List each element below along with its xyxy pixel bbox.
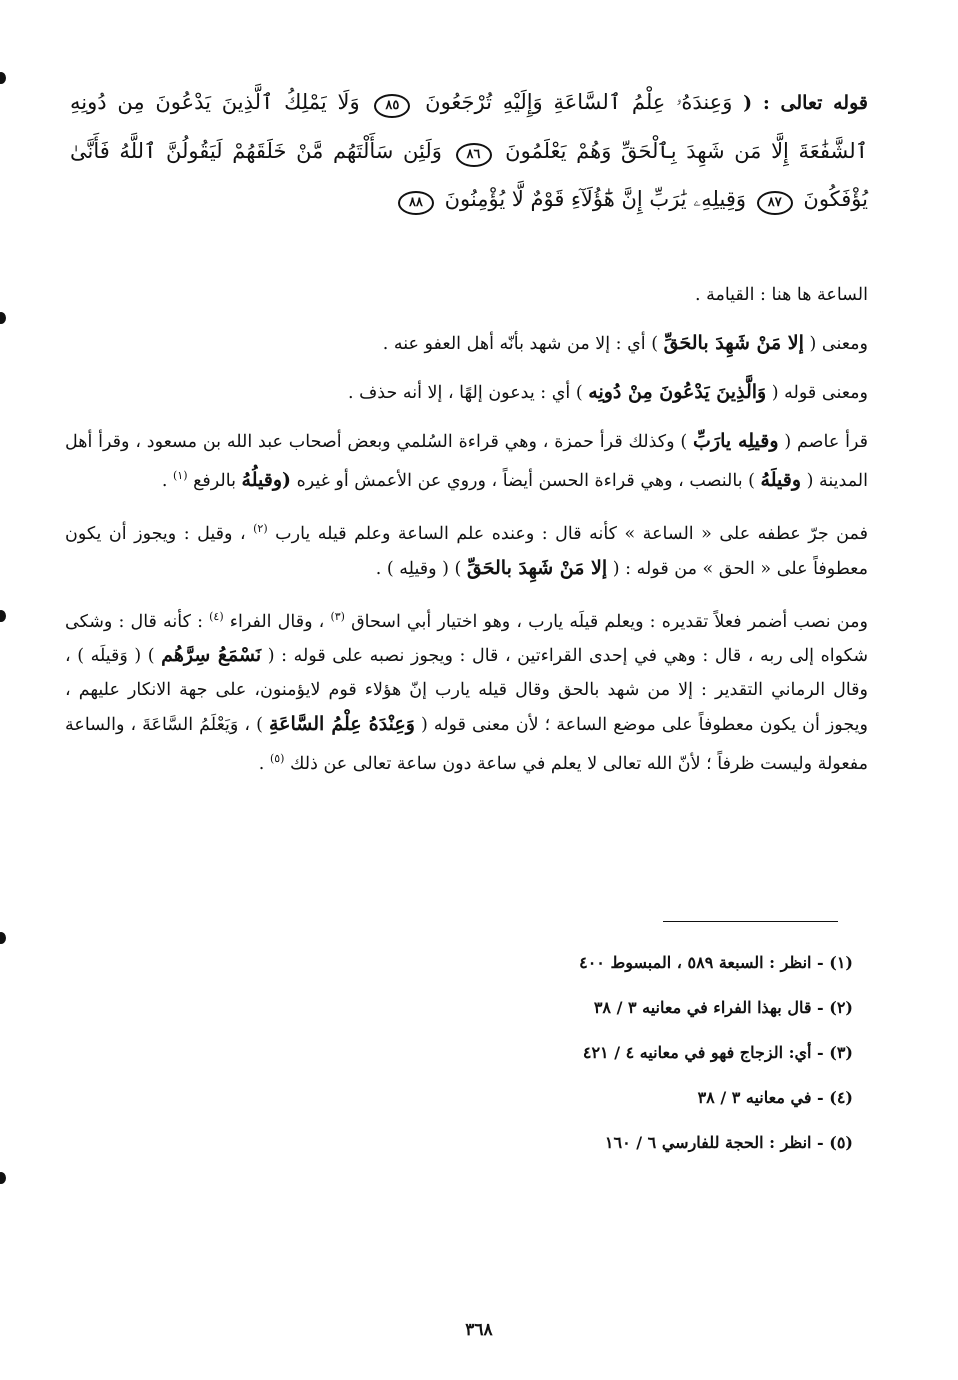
footnote-item: (١) - انظر : السبعة ٥٨٩ ، المبسوط ٤٠٠ — [579, 953, 853, 972]
paragraph-text: . — [258, 754, 265, 775]
footnote-ref: (٣) — [330, 609, 345, 623]
paragraph-text: ) بالنصب ، وهي قراءة الحسن أيضاً ، وروي عن الأعمش أو غيره — [296, 470, 755, 491]
footnote-item: (٣) - أي: الزجاج فهو في معانيه ٤ / ٤٢١ — [582, 1043, 853, 1062]
verse-text: وَعِندَهُۥ عِلْمُ ٱلسَّاعَةِ وَإِلَيْهِ تُرْجَعُونَ — [425, 90, 733, 114]
scan-edge-mark — [0, 1172, 6, 1184]
verse-number-marker: ٨٨ — [398, 191, 434, 215]
quoted-phrase: وَعِنْدَهُ عِلْمُ السَّاعَةِ — [268, 713, 415, 736]
footnote-item: (٤) - في معانيه ٣ / ٣٨ — [697, 1088, 853, 1107]
scan-edge-mark — [0, 932, 6, 944]
paragraph — [65, 375, 868, 410]
quoted-phrase: (وقيلُهُ — [241, 468, 292, 491]
quran-verses-block — [70, 78, 868, 223]
paragraph-text: ومن نصب أضمر فعلاً تقديره : ويعلم قيلَه يارب ، وهو اختيار أبي اسحاق — [351, 611, 868, 632]
paragraph-text: ، وقيل : ويجوز أن يكون معطوفاً على « الحق » من قوله : ( — [65, 523, 868, 579]
verse-number-marker: ٨٦ — [456, 143, 492, 167]
paragraph-text: ) ( وَقيلَه ) ، وقال الرماني التقدير : إلا من شهد بالحق وقال قيله يارب إنّ هؤلاء قوم لايؤمنون، على جهة الانكار عليهم ، ويجوز أن يكون معطوفاً على موضع الساعة ؛ لأن معنى قوله ( — [65, 646, 868, 736]
footnote-ref: (١) — [173, 469, 188, 482]
footnote-ref: (٤) — [209, 609, 224, 623]
paragraph-text: ) وكذلك قرأ حمزة ، وهي قراءة السُلمي وبعض أصحاب عبد الله بن مسعود ، وقرأ أهل المدينة ( — [65, 432, 868, 491]
paragraph — [65, 424, 868, 498]
paragraph-text: فمن جرّ عطفه على « الساعة » كأنه قال : وعنده علم الساعة وعلم قيله يارب — [275, 523, 868, 544]
quoted-phrase: إلا مَنْ شَهِدَ بالحَقِّ — [466, 556, 608, 579]
quoted-phrase: إلا مَنْ شَهِدَ بالحَقِّ — [663, 332, 804, 354]
paragraph-text: الساعة ها هنا : القيامة . — [694, 285, 868, 305]
footnote-ref: (٥) — [269, 752, 285, 766]
paragraph-text: : كأنه قال : وشكى شكواه إلى ربه ، قال : وهي في إحدى القراءتين ، قال : ويجوز نصبه على قوله : ( — [65, 611, 868, 667]
footnotes-list — [433, 940, 853, 1165]
paragraph-text: ) أي : إلا من شهد بأنّه أهل العفو عنه . — [382, 334, 659, 354]
paragraph — [65, 600, 868, 782]
footnote-divider — [663, 921, 838, 922]
paragraph-text: بالرفع — [193, 470, 236, 491]
paragraph-text: ) ، وَيَعْلَمُ السَّاعَةَ ، والساعة مفعولة وليست ظرفاً ؛ لأنّ الله تعالى لا يعلم في ساعة دون ساعة تعالى عن ذلك — [65, 715, 868, 775]
paragraph-text: . — [161, 470, 168, 491]
verse-number-marker: ٨٧ — [757, 191, 793, 215]
verse-intro: قوله تعالى : ( — [743, 92, 868, 114]
paragraph — [65, 278, 868, 312]
verse-text: وَقِيلِهِۦ يَٰرَبِّ إِنَّ هَٰٓؤُلَآءِ قَوْمٌ لَّا يُؤْمِنُونَ — [444, 187, 747, 211]
footnote-item: (٥) - انظر : الحجة للفارسي ٦ / ١٦٠ — [604, 1133, 853, 1152]
quoted-phrase: وَالَّذِينَ يَدْعُونَ مِنْ دُونِه — [588, 381, 767, 403]
paragraph-text: ، وقال الفراء — [229, 611, 325, 632]
scan-edge-mark — [0, 610, 6, 622]
page-number: ٣٦٨ — [465, 1320, 493, 1340]
footnote-ref: (٢) — [253, 521, 268, 535]
commentary-body — [65, 278, 868, 795]
paragraph-text: ومعنى قوله ( — [771, 383, 868, 403]
footnote-item: (٢) - قال بهذا الفراء في معانيه ٣ / ٣٨ — [593, 998, 853, 1017]
verse-number-marker: ٨٥ — [374, 94, 410, 118]
paragraph — [65, 326, 868, 361]
quoted-phrase: نَسْمَعُ سِرَّهُم — [161, 644, 262, 667]
verse-text: وَلَا يَمْلِكُ ٱلَّذِينَ يَدْعُونَ مِن دُونِهِ ٱلشَّفَٰعَةَ إِلَّا مَن شَهِدَ بِٱلْحَقِّ وَهُمْ يَعْلَمُونَ — [70, 90, 868, 163]
paragraph-text: ومعنى ( — [809, 334, 868, 354]
paragraph-text: ) أي : يدعون إلهًا ، إلا أنه حذف . — [348, 383, 583, 403]
paragraph-text: ) ( وقيلِه ) . — [375, 558, 462, 579]
verse-text: وَلَئِن سَأَلْتَهُم مَّنْ خَلَقَهُمْ لَيَقُولُنَّ ٱللَّهُ فَأَنَّىٰ يُؤْفَكُونَ — [70, 139, 868, 211]
quoted-phrase: وقيلِه يارَبِّ — [693, 430, 779, 452]
scan-edge-mark — [0, 72, 6, 84]
quoted-phrase: وقيلَهُ — [760, 468, 801, 491]
paragraph — [65, 512, 868, 586]
scan-edge-mark — [0, 312, 6, 324]
paragraph-text: قرأ عاصم ( — [784, 432, 868, 452]
